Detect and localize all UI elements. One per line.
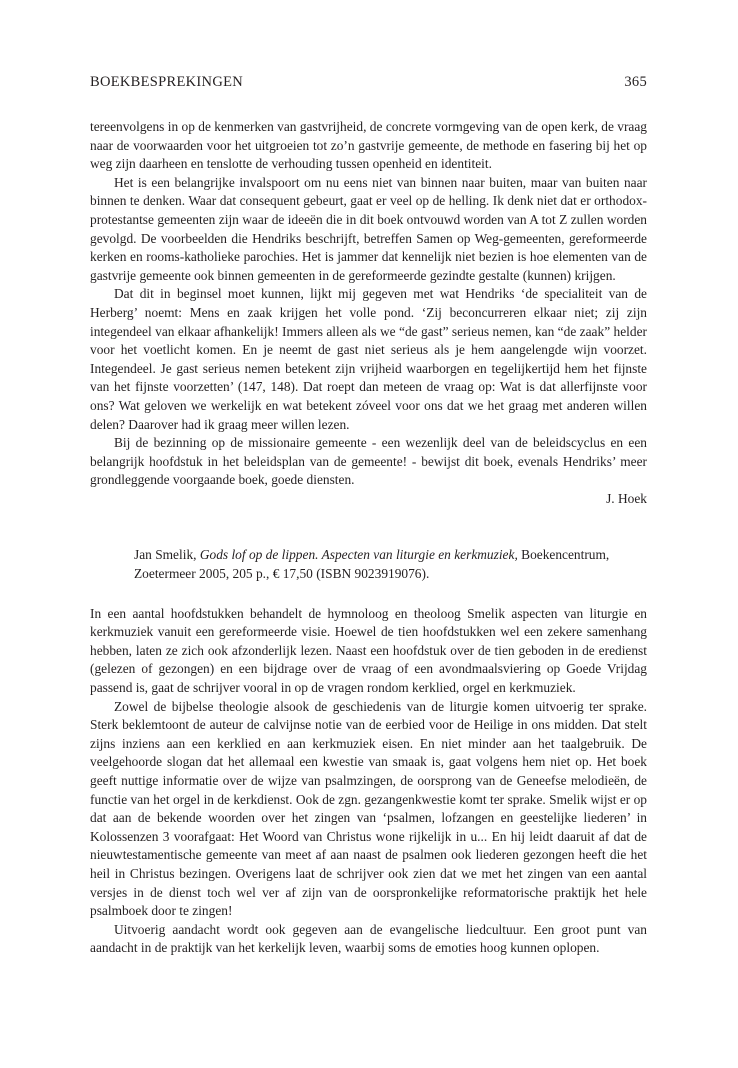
book-review-page <box>90 74 647 958</box>
page-number: 365 <box>624 74 647 90</box>
paragraph: Dat dit in beginsel moet kunnen, lijkt mij gegeven met wat Hendriks ‘de specialiteit van de Herberg’ noemt: Mens en zaak krijgen het volle pond. ‘Zij beconcurreren elkaar niet; zij zijn integendeel van elkaar afhankelijk! Immers alleen als we “de gast” serieus nemen, kan “de zaak” helder voor het voetlicht komen. En je neemt de gast niet serieus als je hem aangelengde wijn voorzet. Integendeel. Je gast serieus nemen betekent zijn vrijheid waarborgen en tegelijkertijd hem het fijnste van het fijnste voorzetten’ (147, 148). Dat roept dan meteen de vraag op: Wat is dat allerfijnste voor ons? Wat geloven we werkelijk en wat betekent zóveel voor ons dat we het graag met anderen willen delen? Daarover had ik graag meer willen lezen. <box>90 286 647 432</box>
paragraph: tereenvolgens in op de kenmerken van gastvrijheid, de concrete vormgeving van de open kerk, de vraag naar de voorwaarden voor het uitgroeien tot zo’n gastvrije gemeente, de methode en fasering bij het op weg zijn daarheen en tenslotte de verhouding tussen openheid en identiteit. <box>90 119 647 172</box>
section-title: BOEKBESPREKINGEN <box>90 74 244 90</box>
paragraph: Zowel de bijbelse theologie alsook de geschiedenis van de liturgie komen uitvoerig ter sprake. Sterk beklemtoont de auteur de calvijnse notie van de eerbied voor de Heilige in ons midden. Dat stelt zijns inziens aan een kerklied en aan kerkmuziek eisen. En niet minder aan het taalgebruik. De veelgehoorde slogan dat het allemaal een kwestie van smaak is, gaat volgens hem niet op. Het boek geeft nuttige informatie over de wijze van psalmzingen, de oorsprong van de Geneefse melodieën, de functie van het orgel in de kerkdienst. Ook de zgn. gezangenkwestie komt ter sprake. Smelik wijst er op dat aan de bekende woorden over het zingen van ‘psalmen, lofzangen en geestelijke liederen’ in Kolossenzen 3 voorafgaat: Het Woord van Christus wone rijkelijk in u... En hij leidt daaruit af dat de nieuwtestamentische gemeente van meet af aan naast de psalmen ook liederen gezongen heeft die het heil in Christus bezingen. Overigens laat de schrijver ook zien dat we met het zingen van een aantal versjes in de dienst toch wel ver af zijn van de oorspronkelijke reformatorische praktijk het hele psalmboek door te zingen! <box>90 698 647 919</box>
review-continuation <box>90 118 647 490</box>
citation-title: Gods lof op de lippen. Aspecten van liturgie en kerkmuziek, <box>199 547 518 563</box>
paragraph: Het is een belangrijke invalspoort om nu eens niet van binnen naar buiten, maar van buiten naar binnen te denken. Waar dat consequent gebeurt, gaat er veel op de helling. Ik denk niet dat er orthodox-protestantse gemeenten zijn waar de ideeën die in dit boek ontvouwd worden van A tot Z zullen worden gevolgd. De voorbeelden die Hendriks beschrijft, betreffen Samen op Weg-gemeenten, gereformeerde kerken en rooms-katholieke parochies. Het is jammer dat kennelijk niet bezien is hoe elementen van de gastvrije gemeente ook binnen gemeenten in de gereformeerde gezindte gestalte (kunnen) krijgen. <box>90 174 647 283</box>
paragraph: Bij de bezinning op de missionaire gemeente - een wezenlijk deel van de beleidscyclus en een belangrijk hoofdstuk in het beleidsplan van de gemeente! - bewijst dit boek, evenals Hendriks’ meer grondleggende voorgaande boek, goede diensten. <box>90 435 647 488</box>
review-smelik <box>90 605 647 958</box>
paragraph: In een aantal hoofdstukken behandelt de hymnoloog en theoloog Smelik aspecten van liturgie en kerkmuziek vanuit een gereformeerde visie. Hoewel de tien hoofdstukken wel een zekere samenhang hebben, laten ze zich ook afzonderlijk lezen. Naast een hoofdstuk over de tien geboden in de eredienst (gelezen of gezongen) en een bijdrage over de vraag of een avondmaalsviering op Goede Vrijdag passend is, gaat de schrijver vooral in op de vragen rondom kerklied, orgel en kerkmuziek. <box>90 605 647 696</box>
citation-author: Jan Smelik, <box>134 547 200 563</box>
book-citation <box>134 546 647 583</box>
running-header <box>90 74 647 91</box>
reviewer-signature: J. Hoek <box>606 490 647 506</box>
citation-publisher: Boekencentrum, Zoetermeer 2005, 205 p., € 17,50 (ISBN 9023919076). <box>134 547 610 582</box>
paragraph: Uitvoerig aandacht wordt ook gegeven aan de evangelische liedcultuur. Een groot punt van aandacht in de praktijk van het kerkelijk leven, waarbij soms de emoties hoog kunnen oplopen. <box>90 921 647 956</box>
